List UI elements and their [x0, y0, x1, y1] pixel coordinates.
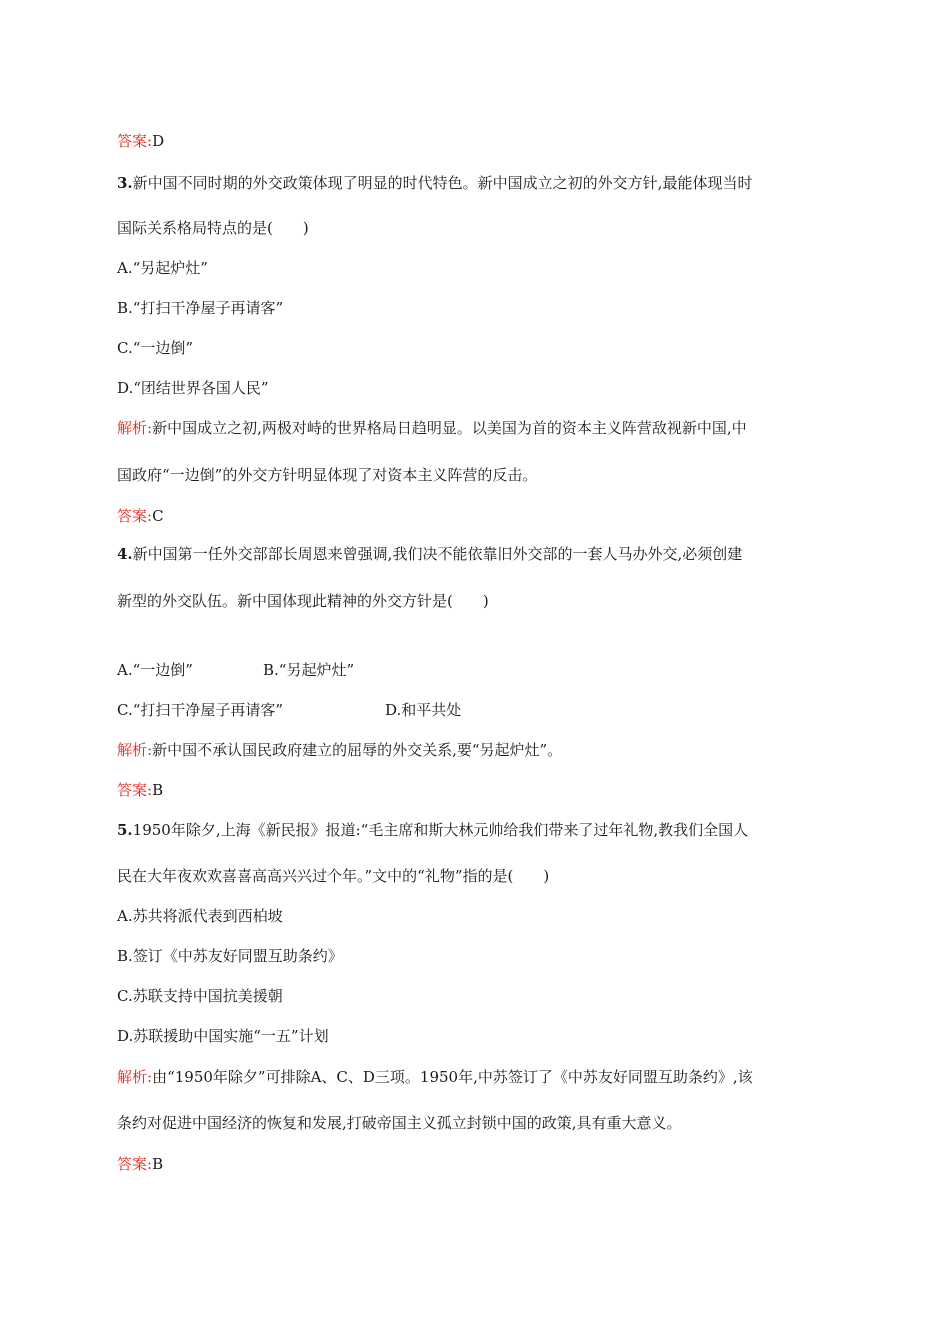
q4-option-d: D.和平共处	[385, 701, 462, 719]
q4-analysis-text: 新中国不承认国民政府建立的屈辱的外交关系,要“另起炉灶”。	[152, 741, 563, 759]
q3-option-b: B.“打扫干净屋子再请客”	[117, 299, 284, 317]
q4-option-c: C.“打扫干净屋子再请客”	[117, 701, 284, 719]
q3-stem-line2: 国际关系格局特点的是( )	[117, 219, 309, 237]
q3-option-c: C.“一边倒”	[117, 339, 194, 357]
q4-option-b: B.“另起炉灶”	[263, 661, 355, 679]
answer-label: 答案:	[117, 781, 153, 799]
answer-line-q4	[117, 780, 163, 800]
q5-analysis-text: 由“1950年除夕”可排除A、C、D三项。1950年,中苏签订了《中苏友好同盟互助条约》,该	[152, 1068, 753, 1086]
question-number: 4.	[117, 545, 133, 563]
answer-label: 答案:	[117, 132, 153, 150]
q5-analysis-line1	[117, 1067, 753, 1087]
q3-analysis-line2: 国政府“一边倒”的外交方针明显体现了对资本主义阵营的反击。	[117, 466, 538, 484]
q3-option-d: D.“团结世界各国人民”	[117, 379, 269, 397]
analysis-label: 解析:	[117, 741, 153, 759]
q5-stem-line1	[117, 820, 748, 840]
q5-stem-text: 1950年除夕,上海《新民报》报道:“毛主席和斯大林元帅给我们带来了过年礼物,教我们全国人	[132, 821, 749, 839]
q3-stem-text: 新中国不同时期的外交政策体现了明显的时代特色。新中国成立之初的外交方针,最能体现当时	[132, 174, 753, 192]
answer-value: C	[152, 507, 164, 525]
q4-stem-text: 新中国第一任外交部部长周恩来曾强调,我们决不能依靠旧外交部的一套人马办外交,必须创建	[132, 545, 743, 563]
answer-value: B	[152, 1155, 164, 1173]
q4-option-a: A.“一边倒”	[117, 661, 193, 679]
q5-stem-line2: 民在大年夜欢欢喜喜高高兴兴过个年。”文中的“礼物”指的是( )	[117, 867, 550, 885]
q5-analysis-line2: 条约对促进中国经济的恢复和发展,打破帝国主义孤立封锁中国的政策,具有重大意义。	[117, 1114, 682, 1132]
analysis-label: 解析:	[117, 1068, 153, 1086]
q4-analysis-line1	[117, 740, 562, 760]
q5-option-c: C.苏联支持中国抗美援朝	[117, 987, 283, 1005]
answer-label: 答案:	[117, 507, 153, 525]
q4-stem-line1	[117, 544, 742, 564]
answer-value: B	[152, 781, 164, 799]
question-number: 5.	[117, 821, 133, 839]
answer-line-q5	[117, 1154, 163, 1174]
q4-stem-line2: 新型的外交队伍。新中国体现此精神的外交方针是( )	[117, 592, 489, 610]
answer-line-q3	[117, 506, 164, 526]
q3-analysis-text: 新中国成立之初,两极对峙的世界格局日趋明显。以美国为首的资本主义阵营敌视新中国,中	[152, 419, 747, 437]
analysis-label: 解析:	[117, 419, 153, 437]
q5-option-a: A.苏共将派代表到西柏坡	[117, 907, 283, 925]
question-number: 3.	[117, 174, 133, 192]
q3-analysis-line1	[117, 418, 747, 438]
q3-stem-line1	[117, 173, 752, 193]
answer-line-q2	[117, 131, 164, 151]
answer-label: 答案:	[117, 1155, 153, 1173]
q5-option-d: D.苏联援助中国实施“一五”计划	[117, 1027, 329, 1045]
q3-option-a: A.“另起炉灶”	[117, 259, 208, 277]
q5-option-b: B.签订《中苏友好同盟互助条约》	[117, 947, 343, 965]
answer-value: D	[152, 132, 165, 150]
